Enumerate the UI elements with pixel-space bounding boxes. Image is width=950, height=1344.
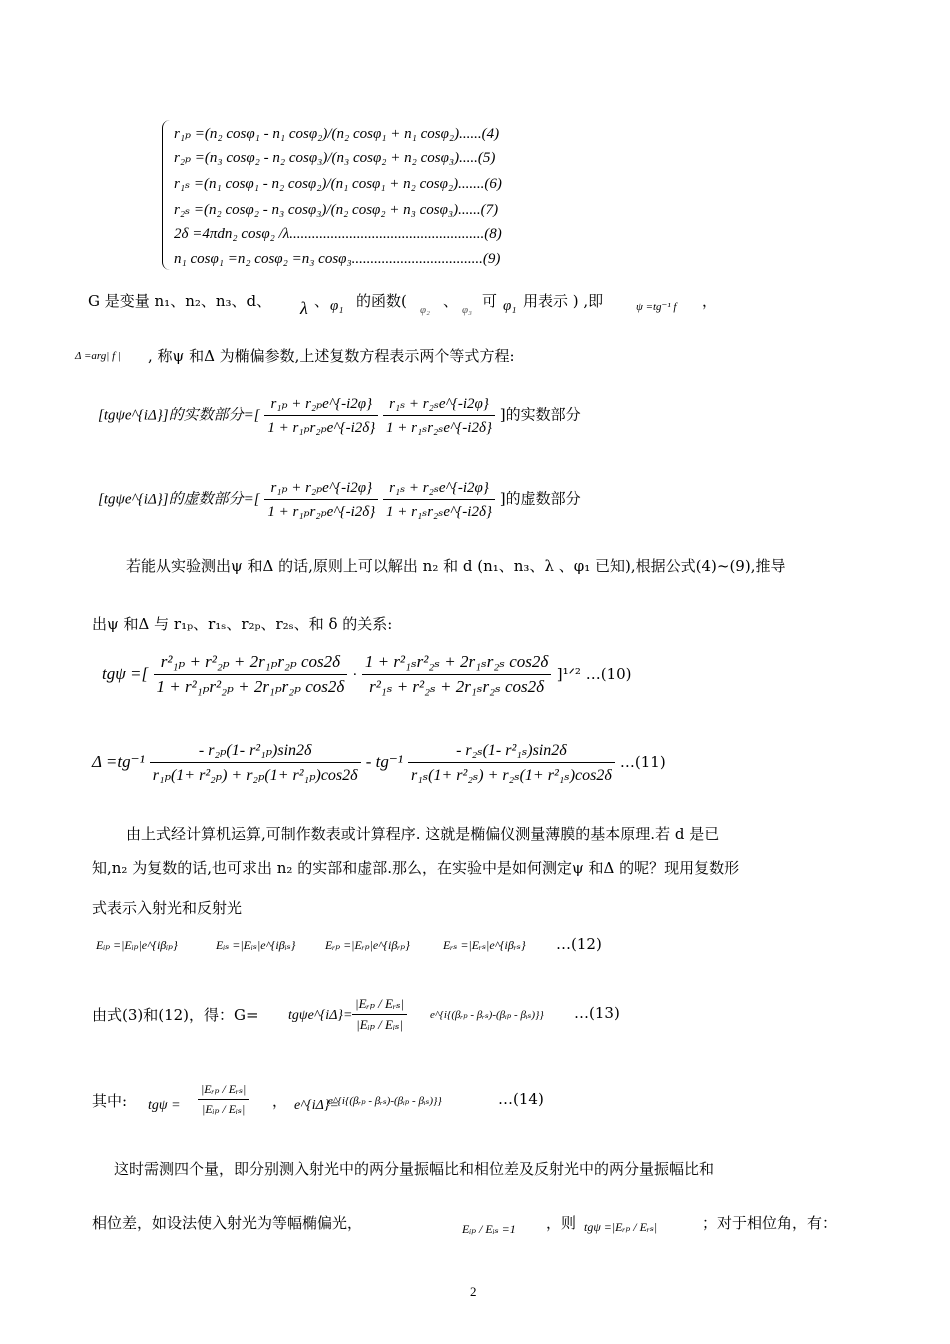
eq14-den: |Eᵢₚ / Eᵢₛ| bbox=[202, 1102, 246, 1116]
eq-real-frac1-den: 1 + r₁ₚr₂ₚe^{-i2δ} bbox=[267, 420, 376, 436]
eq13-text: 由式(3)和(12)，得：G= bbox=[92, 1006, 259, 1024]
eq-imag-frac1 bbox=[264, 478, 378, 521]
eq-real-frac1-num: r₁ₚ + r₂ₚe^{-i2φ} bbox=[264, 394, 378, 416]
eq-real-part bbox=[98, 394, 581, 437]
para3-line2: 出ψ 和Δ 与 r₁ₚ、r₁ₛ、r₂ₚ、r₂ₛ、和 δ 的关系: bbox=[92, 615, 393, 633]
para1-sep2: 、 bbox=[443, 292, 459, 310]
eq13-fraction bbox=[352, 996, 407, 1033]
eq-imag-part bbox=[98, 478, 581, 521]
eq10-dot: · bbox=[352, 667, 357, 683]
eq-imag-frac2-num: r₁ₛ + r₂ₛe^{-i2φ} bbox=[383, 478, 495, 500]
para2-text: , 称ψ 和Δ 为椭偏参数,上述复数方程表示两个等式方程: bbox=[148, 347, 515, 365]
equation-7: r₂ₛ =(n₂ cosφ₂ - n₃ cosφ₃)/(n₂ cosφ₂ + n₃ cosφ₃)......(7) bbox=[174, 202, 499, 218]
eq10-frac2 bbox=[362, 652, 551, 697]
para1-lambda: λ bbox=[300, 298, 308, 318]
equation-4: r₁ₚ =(n₂ cosφ₁ - n₁ cosφ₂)/(n₂ cosφ₁ + n₁ cosφ₂)......(4) bbox=[174, 126, 500, 142]
eq-real-frac2-num: r₁ₛ + r₂ₛe^{-i2φ} bbox=[383, 394, 495, 416]
para1-text-b: 的函数( bbox=[356, 292, 407, 310]
eq12-e2: Eᵢₛ =|Eᵢₛ|e^{iβᵢₛ} bbox=[216, 938, 296, 952]
eq-imag-rhs: ]的虚数部分 bbox=[499, 489, 581, 508]
para5-line2a: 相位差，如设法使入射光为等幅椭偏光， bbox=[92, 1214, 363, 1232]
eq14-tag: …(14) bbox=[498, 1090, 544, 1108]
eq14-e-lhs: e^{iΔ}= bbox=[294, 1098, 339, 1113]
equation-5: r₂ₚ =(n₃ cosφ₂ - n₂ cosφ₃)/(n₃ cosφ₂ + n₂ cosφ₃).....(5) bbox=[174, 150, 496, 166]
eq13-frac bbox=[352, 996, 407, 1033]
delta-definition: Δ =arg| f | bbox=[75, 350, 121, 362]
eq10-lhs: tgψ =[ bbox=[102, 664, 149, 683]
para1-phi1b: φ₁ bbox=[503, 298, 517, 314]
eq-imag-frac1-den: 1 + r₁ₚr₂ₚe^{-i2δ} bbox=[267, 504, 376, 520]
equation-9: n₁ cosφ₁ =n₂ cosφ₂ =n₃ cosφ₃...................................(9) bbox=[174, 251, 501, 267]
eq10-frac2-num: 1 + r²₁ₛr²₂ₛ + 2r₁ₛr₂ₛ cos2δ bbox=[362, 652, 551, 675]
eq-real-rhs: ]的实数部分 bbox=[499, 405, 581, 424]
eq11-mid: - tg⁻¹ bbox=[365, 752, 403, 771]
para1-text-d: 用表示 ) ,即 bbox=[523, 292, 604, 310]
eq12-e1: Eᵢₚ =|Eᵢₚ|e^{iβᵢₚ} bbox=[96, 938, 178, 952]
eq14-lhs: tgψ = bbox=[148, 1098, 181, 1113]
eq-real-frac1 bbox=[264, 394, 378, 437]
para5-line1: 这时需测四个量，即分别测入射光中的两分量振幅比和相位差及反射光中的两分量振幅比和 bbox=[114, 1160, 715, 1178]
para5-line2b: ，则 bbox=[546, 1214, 577, 1232]
eq11-frac1-den: r₁ₚ(1+ r²₂ₚ) + r₂ₚ(1+ r²₁ₚ)cos2δ bbox=[152, 767, 358, 784]
eq-imag-frac1-num: r₁ₚ + r₂ₚe^{-i2φ} bbox=[264, 478, 378, 500]
eq11-rhs: …(11) bbox=[619, 753, 666, 771]
para5-line2c: ；对于相位角，有： bbox=[702, 1214, 838, 1232]
para1-phi3: φ₃ bbox=[462, 304, 472, 316]
eq11-lhs: Δ =tg⁻¹ bbox=[92, 752, 145, 771]
eq-real-frac2 bbox=[383, 394, 495, 437]
page-number: 2 bbox=[470, 1284, 477, 1299]
eq11-frac2-den: r₁ₛ(1+ r²₂ₛ) + r₂ₛ(1+ r²₁ₛ)cos2δ bbox=[411, 767, 612, 784]
eq10-frac1-num: r²₁ₚ + r²₂ₚ + 2r₁ₚr₂ₚ cos2δ bbox=[154, 652, 348, 675]
system-brace bbox=[162, 120, 173, 270]
eq11-frac1-num: - r₂ₚ(1- r²₁ₚ)sin2δ bbox=[150, 740, 361, 763]
equation-8: 2δ =4πdn₂ cosφ₂ /λ....................................................(8) bbox=[174, 226, 502, 242]
eq13-exp: e^{i{(βᵣₚ - βᵣₛ)-(βᵢₚ - βᵢₛ)}} bbox=[430, 1009, 544, 1021]
eq11-frac1 bbox=[150, 740, 361, 785]
eq13-tag: …(13) bbox=[574, 1004, 620, 1022]
para1-phi2: φ₂ bbox=[420, 304, 430, 316]
para1-text-c: 可 bbox=[482, 292, 498, 310]
eq-imag-frac2-den: 1 + r₁ₛr₂ₛe^{-i2δ} bbox=[385, 504, 492, 520]
para5-result: tgψ =|Eᵣₚ / Eᵣₛ| bbox=[584, 1220, 658, 1234]
para4-line2: 知,n₂ 为复数的话,也可求出 n₂ 的实部和虚部.那么，在实验中是如何测定ψ 和Δ 的呢？现用复数形 bbox=[92, 859, 740, 877]
eq14-num: |Eᵣₚ / Eᵣₛ| bbox=[198, 1082, 249, 1100]
eq13-num: |Eᵣₚ / Eᵣₛ| bbox=[352, 996, 407, 1015]
eq13-den: |Eᵢₚ / Eᵢₛ| bbox=[356, 1017, 403, 1032]
para4-line3: 式表示入射光和反射光 bbox=[92, 899, 243, 917]
eq14-e-rhs: e^{i{(βᵣₚ - βᵣₛ)-(βᵢₚ - βᵢₛ)}} bbox=[328, 1095, 442, 1107]
eq10-frac1-den: 1 + r²₁ₚr²₂ₚ + 2r₁ₚr₂ₚ cos2δ bbox=[156, 677, 345, 696]
para1-comma: ， bbox=[702, 292, 718, 310]
equation-11 bbox=[92, 740, 666, 785]
eq11-frac2-num: - r₂ₛ(1- r²₁ₛ)sin2δ bbox=[408, 740, 615, 763]
eq13-lhs: tgψe^{iΔ}= bbox=[288, 1008, 353, 1023]
eq-real-lhs: [tgψe^{iΔ}]的实数部分=[ bbox=[98, 407, 260, 424]
eq14-label: 其中: bbox=[92, 1092, 128, 1110]
eq14-comma: ， bbox=[272, 1092, 288, 1110]
para4-line1: 由上式经计算机运算,可制作数表或计算程序. 这就是椭偏仪测量薄膜的基本原理.若 d 是已 bbox=[126, 825, 720, 843]
para1-phi1: φ₁ bbox=[330, 298, 344, 314]
eq11-frac2 bbox=[408, 740, 615, 785]
eq12-e4: Eᵣₛ =|Eᵣₛ|e^{iβᵣₛ} bbox=[443, 938, 526, 952]
eq10-frac1 bbox=[154, 652, 348, 697]
eq12-tag: …(12) bbox=[556, 935, 602, 953]
eq10-rhs: ]¹ᐟ² …(10) bbox=[556, 665, 632, 683]
eq14-fraction bbox=[198, 1082, 249, 1117]
equation-6: r₁ₛ =(n₁ cosφ₁ - n₂ cosφ₂)/(n₁ cosφ₁ + n₂ cosφ₂).......(6) bbox=[174, 176, 502, 192]
equation-10 bbox=[102, 652, 632, 697]
para1-sep1: 、 bbox=[314, 292, 330, 310]
eq-real-frac2-den: 1 + r₁ₛr₂ₛe^{-i2δ} bbox=[385, 420, 492, 436]
eq14-frac bbox=[198, 1082, 249, 1117]
para3-line1: 若能从实验测出ψ 和Δ 的话,原则上可以解出 n₂ 和 d (n₁、n₃、λ 、φ₁ 已知),根据公式(4)~(9),推导 bbox=[126, 557, 786, 575]
eq-imag-frac2 bbox=[383, 478, 495, 521]
psi-definition: ψ =tg⁻¹ f bbox=[636, 301, 677, 313]
eq12-e3: Eᵣₚ =|Eᵣₚ|e^{iβᵣₚ} bbox=[325, 938, 410, 952]
eq10-frac2-den: r²₁ₛ + r²₂ₛ + 2r₁ₛr₂ₛ cos2δ bbox=[369, 677, 545, 696]
para1-text-a: G 是变量 n₁、n₂、n₃、d、 bbox=[88, 292, 272, 310]
para5-condition: Eᵢₚ / Eᵢₛ =1 bbox=[462, 1222, 516, 1236]
eq-imag-lhs: [tgψe^{iΔ}]的虚数部分=[ bbox=[98, 491, 260, 508]
